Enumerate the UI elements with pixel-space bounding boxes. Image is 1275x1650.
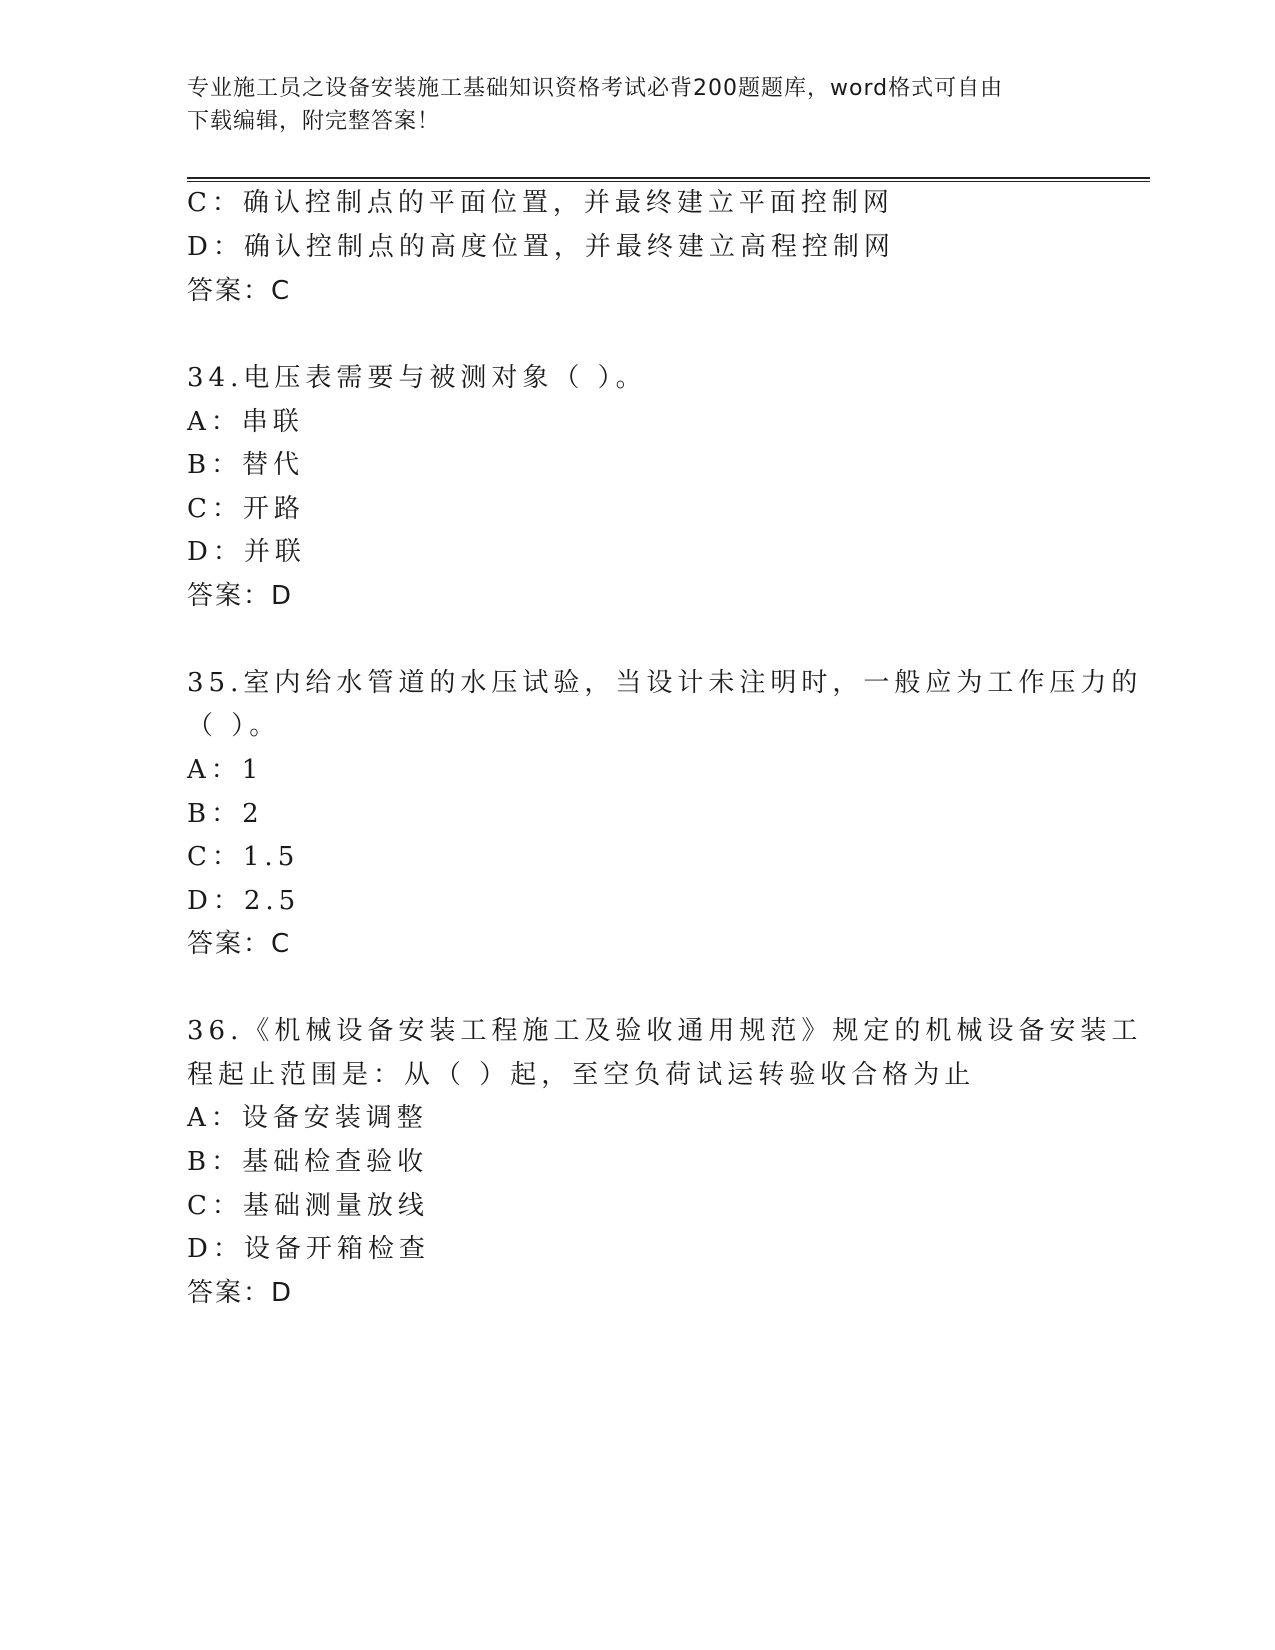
- q36-option-b: B：基础检查验收: [187, 1147, 429, 1177]
- q34-answer: 答案：D: [187, 581, 294, 611]
- q35-option-d: D：2.5: [187, 886, 301, 916]
- q35-stem-line-1: 35.室内给水管道的水压试验，当设计未注明时，一般应为工作压力的: [187, 668, 1143, 698]
- q34-stem: 34.电压表需要与被测对象（ ）。: [187, 363, 647, 393]
- q36-stem-line-1: 36.《机械设备安装工程施工及验收通用规范》规定的机械设备安装工: [187, 1016, 1143, 1046]
- q36-option-d: D：设备开箱检查: [187, 1234, 430, 1264]
- q33-option-c: C：确认控制点的平面位置，并最终建立平面控制网: [187, 188, 894, 218]
- q36-answer: 答案：D: [187, 1278, 294, 1308]
- q34-option-c: C：开路: [187, 494, 305, 524]
- header-divider: [187, 177, 1150, 182]
- header-line-1: 专业施工员之设备安装施工基础知识资格考试必背200题题库，word格式可自由: [187, 76, 1004, 101]
- q35-option-c: C：1.5: [187, 842, 300, 872]
- q35-stem-line-2: （ ）。: [187, 711, 281, 741]
- header-line-2: 下载编辑，附完整答案！: [187, 109, 441, 134]
- q34-option-d: D：并联: [187, 537, 306, 567]
- q34-option-a: A：串联: [187, 407, 304, 437]
- q36-stem-line-2: 程起止范围是：从（ ）起，至空负荷试运转验收合格为止: [187, 1060, 976, 1090]
- q35-option-a: A：1: [187, 755, 264, 785]
- q33-option-d: D：确认控制点的高度位置，并最终建立高程控制网: [187, 232, 895, 262]
- q35-option-b: B：2: [187, 799, 264, 829]
- q36-option-a: A：设备安装调整: [187, 1103, 428, 1133]
- q36-option-c: C：基础测量放线: [187, 1191, 429, 1221]
- q33-answer: 答案：C: [187, 276, 292, 306]
- document-header: [187, 72, 1087, 138]
- q34-option-b: B：替代: [187, 450, 305, 480]
- q35-answer: 答案：C: [187, 929, 292, 959]
